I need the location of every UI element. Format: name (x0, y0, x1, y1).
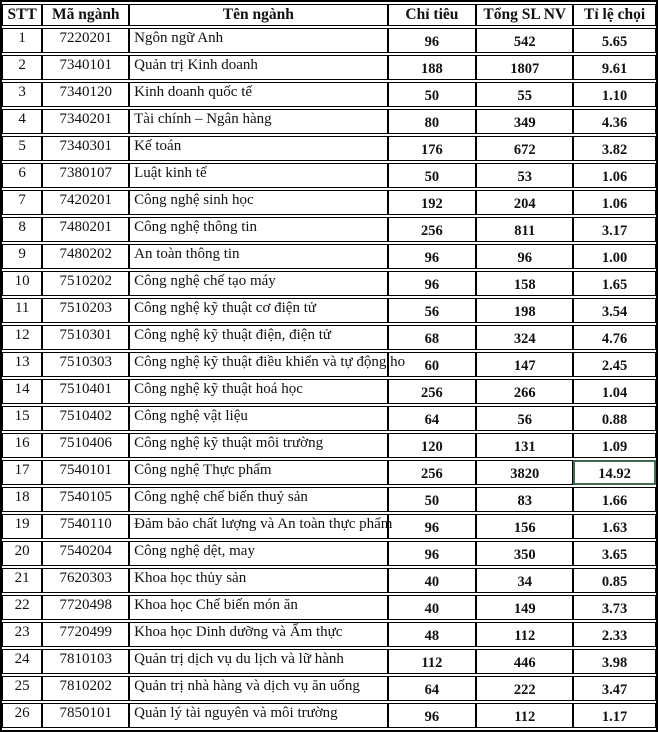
cell-ma-nganh: 7720499 (42, 622, 129, 647)
cell-chi-tieu: 40 (388, 595, 477, 620)
table-row (2, 460, 656, 485)
cell-stt: 26 (2, 703, 42, 728)
cell-stt: 24 (2, 649, 42, 674)
table-row (2, 649, 656, 674)
table-row (2, 595, 656, 620)
cell-tong-sl-nv: 3820 (476, 460, 573, 485)
cell-chi-tieu: 50 (388, 163, 477, 188)
cell-chi-tieu: 256 (388, 217, 477, 242)
cell-ti-le-choi: 1.09 (573, 433, 656, 458)
cell-ma-nganh: 7510406 (42, 433, 129, 458)
cell-ma-nganh: 7510202 (42, 271, 129, 296)
cell-ma-nganh: 7480201 (42, 217, 129, 242)
table-row (2, 703, 656, 728)
cell-tong-sl-nv: 158 (476, 271, 573, 296)
cell-stt: 5 (2, 136, 42, 161)
cell-chi-tieu: 96 (388, 244, 477, 269)
cell-ma-nganh: 7540101 (42, 460, 129, 485)
table-row (2, 514, 656, 539)
cell-chi-tieu: 96 (388, 28, 477, 53)
cell-chi-tieu: 48 (388, 622, 477, 647)
cell-tong-sl-nv: 446 (476, 649, 573, 674)
cell-tong-sl-nv: 56 (476, 406, 573, 431)
table-row (2, 298, 656, 323)
table-row (2, 190, 656, 215)
cell-ti-le-choi: 1.06 (573, 190, 656, 215)
cell-stt: 23 (2, 622, 42, 647)
cell-ti-le-choi: 1.10 (573, 82, 656, 107)
cell-ti-le-choi: 1.17 (573, 703, 656, 728)
cell-ma-nganh: 7340101 (42, 55, 129, 80)
cell-ti-le-choi: 1.63 (573, 514, 656, 539)
table-body (2, 28, 656, 728)
cell-ten-nganh: Công nghệ kỹ thuật hoá học (129, 379, 387, 404)
cell-tong-sl-nv: 34 (476, 568, 573, 593)
cell-ti-le-choi: 9.61 (573, 55, 656, 80)
table-row (2, 82, 656, 107)
cell-tong-sl-nv: 131 (476, 433, 573, 458)
table-row (2, 136, 656, 161)
cell-tong-sl-nv: 324 (476, 325, 573, 350)
cell-ma-nganh: 7510303 (42, 352, 129, 377)
cell-ten-nganh: Công nghệ dệt, may (129, 541, 387, 566)
table-row (2, 55, 656, 80)
cell-ma-nganh: 7620303 (42, 568, 129, 593)
cell-tong-sl-nv: 350 (476, 541, 573, 566)
cell-chi-tieu: 50 (388, 487, 477, 512)
cell-ti-le-choi: 3.82 (573, 136, 656, 161)
cell-chi-tieu: 256 (388, 379, 477, 404)
cell-ti-le-choi: 4.76 (573, 325, 656, 350)
cell-stt: 20 (2, 541, 42, 566)
cell-tong-sl-nv: 149 (476, 595, 573, 620)
column-header-ti-le-choi: Tỉ lệ chọi (573, 4, 656, 26)
cell-ma-nganh: 7850101 (42, 703, 129, 728)
cell-ti-le-choi: 0.88 (573, 406, 656, 431)
cell-ma-nganh: 7340120 (42, 82, 129, 107)
column-header-stt: STT (2, 4, 42, 26)
cell-ten-nganh: Luật kinh tế (129, 163, 387, 188)
cell-stt: 19 (2, 514, 42, 539)
cell-ma-nganh: 7340201 (42, 109, 129, 134)
cell-chi-tieu: 64 (388, 676, 477, 701)
table-row (2, 676, 656, 701)
cell-ten-nganh: Tài chính – Ngân hàng (129, 109, 387, 134)
column-header-ten-nganh: Tên ngành (129, 4, 387, 26)
table-row (2, 163, 656, 188)
cell-ten-nganh: Khoa học thủy sản (129, 568, 387, 593)
cell-ten-nganh: Công nghệ chế tạo máy (129, 271, 387, 296)
cell-ti-le-choi: 3.17 (573, 217, 656, 242)
cell-chi-tieu: 188 (388, 55, 477, 80)
cell-chi-tieu: 60 (388, 352, 477, 377)
cell-chi-tieu: 96 (388, 514, 477, 539)
cell-tong-sl-nv: 83 (476, 487, 573, 512)
cell-stt: 2 (2, 55, 42, 80)
cell-chi-tieu: 68 (388, 325, 477, 350)
cell-ti-le-choi: 5.65 (573, 28, 656, 53)
cell-stt: 4 (2, 109, 42, 134)
cell-ten-nganh: Kế toán (129, 136, 387, 161)
cell-ma-nganh: 7510401 (42, 379, 129, 404)
cell-stt: 9 (2, 244, 42, 269)
table-row (2, 244, 656, 269)
cell-ten-nganh: Quản trị dịch vụ du lịch và lữ hành (129, 649, 387, 674)
cell-ten-nganh: Công nghệ sinh học (129, 190, 387, 215)
cell-stt: 18 (2, 487, 42, 512)
cell-chi-tieu: 64 (388, 406, 477, 431)
cell-ten-nganh: Đảm bảo chất lượng và An toàn thực phẩm (129, 514, 387, 539)
cell-ti-le-choi: 4.36 (573, 109, 656, 134)
cell-ten-nganh: Quản trị Kinh doanh (129, 55, 387, 80)
cell-ma-nganh: 7540110 (42, 514, 129, 539)
cell-stt: 6 (2, 163, 42, 188)
cell-ten-nganh: Công nghệ kỹ thuật cơ điện tử (129, 298, 387, 323)
column-header-ma-nganh: Mã ngành (42, 4, 129, 26)
cell-tong-sl-nv: 349 (476, 109, 573, 134)
cell-chi-tieu: 192 (388, 190, 477, 215)
cell-ma-nganh: 7810202 (42, 676, 129, 701)
cell-chi-tieu: 56 (388, 298, 477, 323)
cell-ma-nganh: 7420201 (42, 190, 129, 215)
cell-chi-tieu: 96 (388, 541, 477, 566)
cell-ten-nganh: Khoa học Chế biến món ăn (129, 595, 387, 620)
cell-chi-tieu: 96 (388, 271, 477, 296)
cell-ten-nganh: Công nghệ thông tin (129, 217, 387, 242)
cell-tong-sl-nv: 55 (476, 82, 573, 107)
cell-chi-tieu: 176 (388, 136, 477, 161)
cell-ti-le-choi: 1.66 (573, 487, 656, 512)
cell-stt: 14 (2, 379, 42, 404)
cell-ten-nganh: Công nghệ vật liệu (129, 406, 387, 431)
column-header-tong-sl-nv: Tổng SL NV (476, 4, 573, 26)
cell-ten-nganh: Công nghệ kỹ thuật môi trường (129, 433, 387, 458)
cell-tong-sl-nv: 96 (476, 244, 573, 269)
cell-stt: 7 (2, 190, 42, 215)
cell-tong-sl-nv: 112 (476, 622, 573, 647)
cell-ti-le-choi: 0.85 (573, 568, 656, 593)
cell-ti-le-choi: 3.54 (573, 298, 656, 323)
cell-ma-nganh: 7510203 (42, 298, 129, 323)
cell-stt: 8 (2, 217, 42, 242)
table-row (2, 109, 656, 134)
cell-ti-le-choi: 3.65 (573, 541, 656, 566)
cell-tong-sl-nv: 53 (476, 163, 573, 188)
cell-ti-le-choi: 2.33 (573, 622, 656, 647)
cell-stt: 11 (2, 298, 42, 323)
table-row (2, 487, 656, 512)
cell-ten-nganh: Công nghệ Thực phẩm (129, 460, 387, 485)
cell-ten-nganh: Công nghệ chế biến thuỷ sản (129, 487, 387, 512)
table-header (2, 4, 656, 26)
table-row (2, 568, 656, 593)
table-row (2, 325, 656, 350)
cell-stt: 3 (2, 82, 42, 107)
table-row (2, 271, 656, 296)
cell-ma-nganh: 7540105 (42, 487, 129, 512)
cell-ti-le-choi: 1.00 (573, 244, 656, 269)
cell-chi-tieu: 40 (388, 568, 477, 593)
cell-chi-tieu: 96 (388, 703, 477, 728)
cell-ten-nganh: Kinh doanh quốc tế (129, 82, 387, 107)
cell-ten-nganh: Ngôn ngữ Anh (129, 28, 387, 53)
cell-ma-nganh: 7810103 (42, 649, 129, 674)
cell-tong-sl-nv: 156 (476, 514, 573, 539)
cell-ten-nganh: Khoa học Dinh dưỡng và Ẩm thực (129, 622, 387, 647)
cell-ma-nganh: 7540204 (42, 541, 129, 566)
cell-stt: 13 (2, 352, 42, 377)
table-row (2, 352, 656, 377)
cell-ten-nganh: An toàn thông tin (129, 244, 387, 269)
table-row (2, 406, 656, 431)
cell-stt: 25 (2, 676, 42, 701)
cell-tong-sl-nv: 222 (476, 676, 573, 701)
cell-ti-le-choi: 3.73 (573, 595, 656, 620)
cell-ti-le-choi: 3.47 (573, 676, 656, 701)
cell-tong-sl-nv: 672 (476, 136, 573, 161)
cell-tong-sl-nv: 1807 (476, 55, 573, 80)
cell-ma-nganh: 7380107 (42, 163, 129, 188)
cell-ma-nganh: 7720498 (42, 595, 129, 620)
cell-ti-le-choi: 1.06 (573, 163, 656, 188)
cell-tong-sl-nv: 542 (476, 28, 573, 53)
table-row (2, 541, 656, 566)
cell-stt: 10 (2, 271, 42, 296)
cell-ma-nganh: 7510402 (42, 406, 129, 431)
cell-stt: 21 (2, 568, 42, 593)
cell-tong-sl-nv: 112 (476, 703, 573, 728)
cell-tong-sl-nv: 204 (476, 190, 573, 215)
cell-ti-le-choi: 1.04 (573, 379, 656, 404)
cell-ten-nganh: Công nghệ kỹ thuật điều khiển và tự động ho (129, 352, 387, 377)
header-row (2, 4, 656, 26)
cell-stt: 16 (2, 433, 42, 458)
cell-ma-nganh: 7510301 (42, 325, 129, 350)
cell-ma-nganh: 7220201 (42, 28, 129, 53)
cell-tong-sl-nv: 147 (476, 352, 573, 377)
cell-chi-tieu: 50 (388, 82, 477, 107)
cell-ti-le-choi: 3.98 (573, 649, 656, 674)
cell-chi-tieu: 112 (388, 649, 477, 674)
cell-ma-nganh: 7480202 (42, 244, 129, 269)
table-row (2, 28, 656, 53)
cell-tong-sl-nv: 198 (476, 298, 573, 323)
cell-stt: 22 (2, 595, 42, 620)
cell-ti-le-choi: 1.65 (573, 271, 656, 296)
column-header-chi-tieu: Chỉ tiêu (388, 4, 477, 26)
table-row (2, 379, 656, 404)
table-row (2, 622, 656, 647)
cell-stt: 1 (2, 28, 42, 53)
cell-chi-tieu: 256 (388, 460, 477, 485)
cell-ma-nganh: 7340301 (42, 136, 129, 161)
table-row (2, 217, 656, 242)
cell-stt: 12 (2, 325, 42, 350)
cell-tong-sl-nv: 266 (476, 379, 573, 404)
cell-chi-tieu: 120 (388, 433, 477, 458)
cell-chi-tieu: 80 (388, 109, 477, 134)
cell-tong-sl-nv: 811 (476, 217, 573, 242)
cell-stt: 17 (2, 460, 42, 485)
cell-ti-le-choi: 2.45 (573, 352, 656, 377)
cell-ten-nganh: Công nghệ kỹ thuật điện, điện tử (129, 325, 387, 350)
table-row (2, 433, 656, 458)
cell-stt: 15 (2, 406, 42, 431)
cell-ten-nganh: Quản lý tài nguyên và môi trường (129, 703, 387, 728)
cell-ten-nganh: Quản trị nhà hàng và dịch vụ ăn uống (129, 676, 387, 701)
highlighted-cell: 14.92 (573, 460, 656, 485)
